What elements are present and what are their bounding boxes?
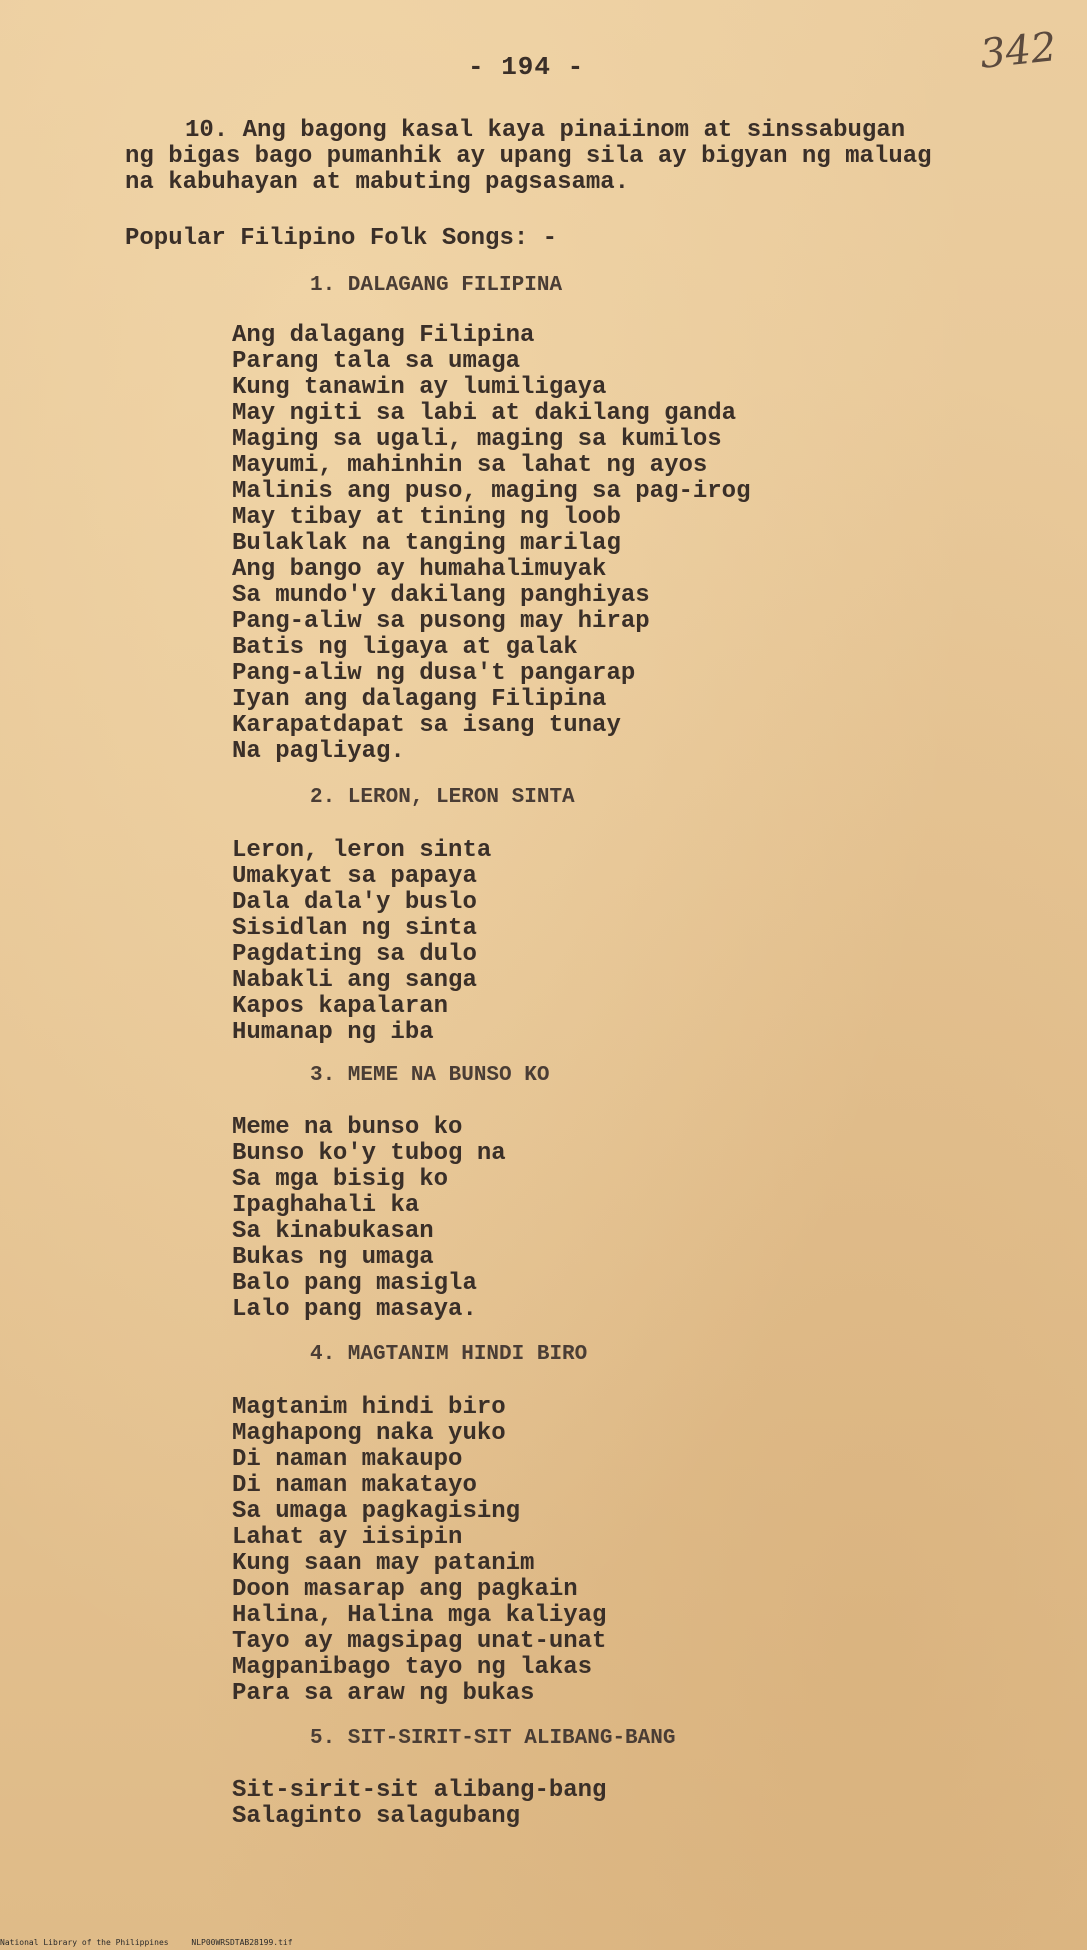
song-line: Balo pang masigla [232, 1270, 477, 1297]
song-line: Sa mga bisig ko [232, 1166, 449, 1193]
song-line: Sa kinabukasan [232, 1218, 434, 1245]
song-title: 1. DALAGANG FILIPINA [310, 274, 563, 297]
archive-number: 342 [977, 24, 1059, 78]
song-line: Sa umaga pagkagising [232, 1498, 521, 1525]
song-line: Di naman makatayo [232, 1472, 477, 1499]
song-title: 3. MEME NA BUNSO KO [310, 1064, 550, 1087]
song-line: Batis ng ligaya at galak [232, 634, 578, 661]
song-line: Kung tanawin ay lumiligaya [232, 374, 607, 401]
song-title: 4. MAGTANIM HINDI BIRO [310, 1343, 588, 1366]
song-line: Iyan ang dalagang Filipina [232, 686, 607, 713]
song-title: 5. SIT-SIRIT-SIT ALIBANG-BANG [310, 1727, 676, 1750]
song-title: 2. LERON, LERON SINTA [310, 786, 575, 809]
song-line: Magpanibago tayo ng lakas [232, 1654, 593, 1681]
song-line: May ngiti sa labi at dakilang ganda [232, 400, 737, 427]
paragraph-line: na kabuhayan at mabuting pagsasama. [125, 169, 630, 196]
song-line: Kung saan may patanim [232, 1550, 535, 1577]
song-line: Magtanim hindi biro [232, 1394, 506, 1421]
song-line: Lahat ay iisipin [232, 1524, 463, 1551]
song-line: Lalo pang masaya. [232, 1296, 477, 1323]
song-line: Umakyat sa papaya [232, 863, 477, 890]
section-heading: Popular Filipino Folk Songs: - [125, 225, 558, 252]
song-line: Maghapong naka yuko [232, 1420, 506, 1447]
scan-footer [0, 1938, 311, 1947]
song-line: Bulaklak na tanging marilag [232, 530, 621, 557]
footer-file: NLP00WRSDTAB28199.tif [191, 1938, 293, 1947]
song-line: Mayumi, mahinhin sa lahat ng ayos [232, 452, 708, 479]
song-line: Di naman makaupo [232, 1446, 463, 1473]
song-line: Sa mundo'y dakilang panghiyas [232, 582, 650, 609]
song-line: Bukas ng umaga [232, 1244, 434, 1271]
song-line: Kapos kapalaran [232, 993, 449, 1020]
song-line: May tibay at tining ng loob [232, 504, 621, 531]
song-line: Ang dalagang Filipina [232, 322, 535, 349]
song-line: Para sa araw ng bukas [232, 1680, 535, 1707]
footer-library: National Library of the Philippines [0, 1938, 169, 1947]
song-line: Doon masarap ang pagkain [232, 1576, 578, 1603]
song-line: Sisidlan ng sinta [232, 915, 477, 942]
song-line: Humanap ng iba [232, 1019, 434, 1046]
paragraph-line: ng bigas bago pumanhik ay upang sila ay bigyan ng maluag [125, 143, 932, 170]
paragraph-line: 10. Ang bagong kasal kaya pinaiinom at sinssabugan [185, 117, 906, 144]
song-line: Ang bango ay humahalimuyak [232, 556, 607, 583]
song-line: Leron, leron sinta [232, 837, 492, 864]
song-line: Na pagliyag. [232, 738, 405, 765]
page-number: - 194 - [468, 52, 585, 82]
song-line: Tayo ay magsipag unat-unat [232, 1628, 607, 1655]
song-line: Bunso ko'y tubog na [232, 1140, 506, 1167]
song-line: Pang-aliw sa pusong may hirap [232, 608, 650, 635]
song-line: Halina, Halina mga kaliyag [232, 1602, 607, 1629]
song-line: Dala dala'y buslo [232, 889, 477, 916]
song-line: Malinis ang puso, maging sa pag-irog [232, 478, 751, 505]
song-line: Maging sa ugali, maging sa kumilos [232, 426, 722, 453]
song-line: Ipaghahali ka [232, 1192, 420, 1219]
song-line: Meme na bunso ko [232, 1114, 463, 1141]
song-line: Nabakli ang sanga [232, 967, 477, 994]
song-line: Parang tala sa umaga [232, 348, 521, 375]
song-line: Karapatdapat sa isang tunay [232, 712, 621, 739]
song-line: Salaginto salagubang [232, 1803, 521, 1830]
song-line: Pagdating sa dulo [232, 941, 477, 968]
song-line: Pang-aliw ng dusa't pangarap [232, 660, 636, 687]
song-line: Sit-sirit-sit alibang-bang [232, 1777, 607, 1804]
